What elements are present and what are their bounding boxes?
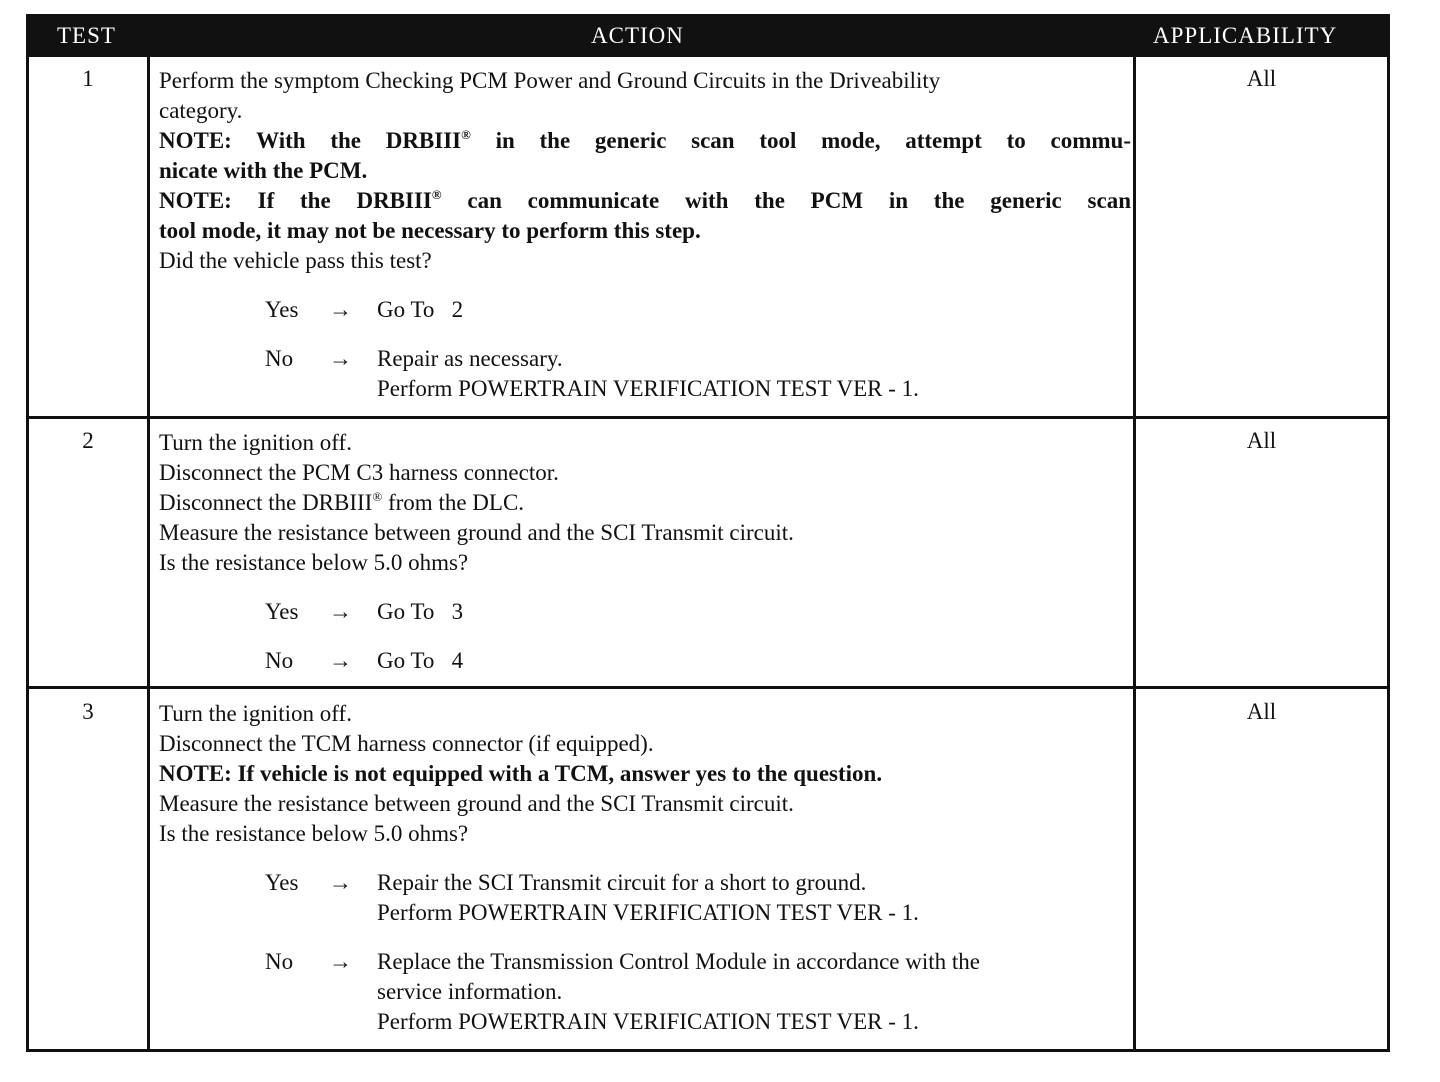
yes-result: Go To 2 (377, 297, 464, 322)
no-result: Go To 4 (377, 648, 464, 673)
no-label: No (265, 949, 294, 974)
header-action: ACTION (591, 23, 684, 48)
no-result-line: Replace the Transmission Control Module in accordance with the (377, 949, 980, 974)
action-line: Disconnect the TCM harness connector (if equipped). (159, 731, 654, 756)
yes-choice (159, 295, 1131, 325)
arrow-icon: → (329, 648, 352, 673)
question-line: Is the resistance below 5.0 ohms? (159, 550, 469, 575)
action-line: Perform the symptom Checking PCM Power and Ground Circuits in the Driveability (159, 68, 941, 93)
action-cell (159, 699, 1131, 1037)
action-line: Disconnect the DRBIII® from the DLC. (159, 489, 525, 515)
row-divider (29, 416, 1387, 419)
no-label: No (265, 346, 294, 371)
no-label: No (265, 648, 294, 673)
applicability-cell: All (1246, 428, 1277, 453)
header-applicability: APPLICABILITY (1153, 23, 1338, 48)
diagnostic-test-table (26, 14, 1390, 1052)
test-number: 3 (82, 699, 94, 724)
yes-result-line: Repair the SCI Transmit circuit for a short to ground. (377, 870, 867, 895)
test-number: 2 (82, 428, 94, 453)
yes-result: Go To 3 (377, 599, 464, 624)
action-line: Disconnect the PCM C3 harness connector. (159, 460, 559, 485)
note-line: tool mode, it may not be necessary to perform this step. (159, 218, 701, 243)
no-result-line: service information. (377, 979, 563, 1004)
arrow-icon: → (329, 949, 352, 974)
arrow-icon: → (329, 870, 352, 895)
action-line: category. (159, 98, 243, 123)
no-result-line: Repair as necessary. (377, 346, 563, 371)
applicability-cell: All (1246, 66, 1277, 91)
note-line: NOTE: If vehicle is not equipped with a TCM, answer yes to the question. (159, 761, 883, 786)
yes-result-line: Perform POWERTRAIN VERIFICATION TEST VER - 1. (377, 900, 919, 925)
row-divider (29, 686, 1387, 689)
note-line: NOTE: With the DRBIII® in the generic scan tool mode, attempt to commu- (159, 127, 1131, 153)
action-line: Turn the ignition off. (159, 430, 352, 455)
yes-choice (159, 597, 1131, 627)
action-cell (159, 66, 1131, 404)
no-result-line: Perform POWERTRAIN VERIFICATION TEST VER - 1. (377, 1009, 919, 1034)
header-test: TEST (57, 23, 116, 48)
yes-label: Yes (265, 297, 299, 322)
column-divider (147, 57, 150, 1049)
action-line: Measure the resistance between ground and the SCI Transmit circuit. (159, 791, 794, 816)
table-header (29, 17, 1387, 57)
action-line: Turn the ignition off. (159, 701, 352, 726)
no-choice (159, 947, 1131, 1037)
no-choice (159, 344, 1131, 404)
column-divider (1133, 57, 1136, 1049)
question-line: Is the resistance below 5.0 ohms? (159, 821, 469, 846)
note-line: NOTE: If the DRBIII® can communicate with the PCM in the generic scan (159, 187, 1131, 213)
action-line: Measure the resistance between ground and the SCI Transmit circuit. (159, 520, 794, 545)
arrow-icon: → (329, 297, 352, 322)
action-cell (159, 428, 1131, 676)
question-line: Did the vehicle pass this test? (159, 248, 432, 273)
yes-label: Yes (265, 870, 299, 895)
no-result-line: Perform POWERTRAIN VERIFICATION TEST VER - 1. (377, 376, 919, 401)
yes-label: Yes (265, 599, 299, 624)
arrow-icon: → (329, 599, 352, 624)
note-line: nicate with the PCM. (159, 158, 368, 183)
arrow-icon: → (329, 346, 352, 371)
yes-choice (159, 868, 1131, 928)
no-choice (159, 646, 1131, 676)
applicability-cell: All (1246, 699, 1277, 724)
test-number: 1 (82, 66, 94, 91)
